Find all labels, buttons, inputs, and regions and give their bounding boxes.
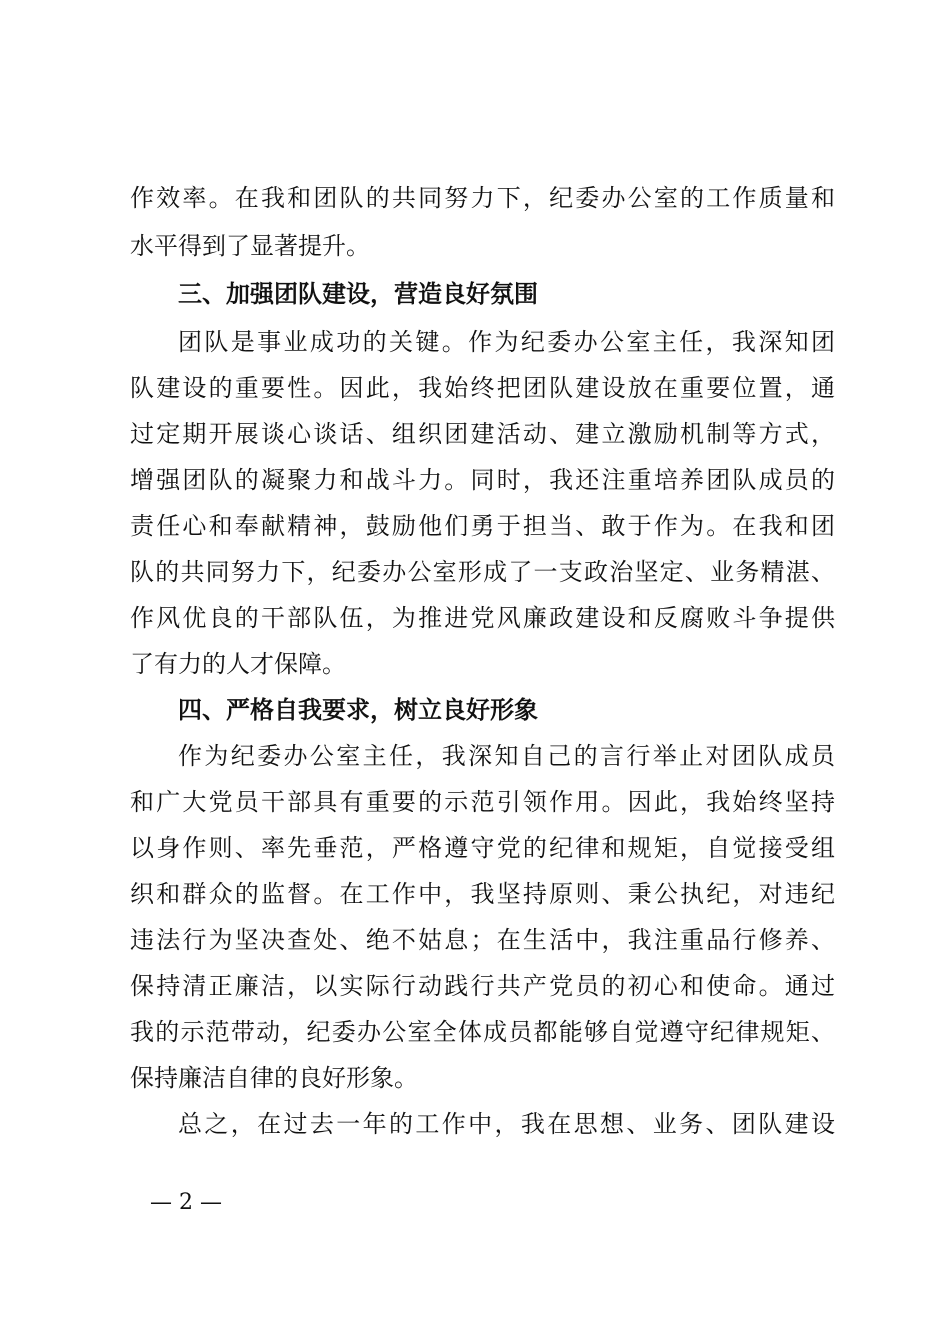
body-text-line: 织和群众的监督。在工作中，我坚持原则、秉公执纪，对违纪 (130, 880, 835, 908)
section-heading: 三、加强团队建设，营造良好氛围 (178, 280, 538, 308)
body-text-line: 队的共同努力下，纪委办公室形成了一支政治坚定、业务精湛、 (130, 558, 835, 586)
body-text-line: 水平得到了显著提升。 (130, 232, 370, 260)
section-heading: 四、严格自我要求，树立良好形象 (178, 696, 538, 724)
body-text-line: 违法行为坚决查处、绝不姑息；在生活中，我注重品行修养、 (130, 926, 835, 954)
body-text-line: 队建设的重要性。因此，我始终把团队建设放在重要位置，通 (130, 374, 835, 402)
body-text-line: 以身作则、率先垂范，严格遵守党的纪律和规矩，自觉接受组 (130, 834, 835, 862)
body-text-line: 团队是事业成功的关键。作为纪委办公室主任，我深知团 (178, 328, 835, 356)
body-text-line: 总之，在过去一年的工作中，我在思想、业务、团队建设 (178, 1110, 835, 1138)
body-text-line: 我的示范带动，纪委办公室全体成员都能够自觉遵守纪律规矩、 (130, 1018, 835, 1046)
body-text-line: 作为纪委办公室主任，我深知自己的言行举止对团队成员 (178, 742, 835, 770)
body-text-line: 过定期开展谈心谈话、组织团建活动、建立激励机制等方式， (130, 420, 835, 448)
body-text-line: 作效率。在我和团队的共同努力下，纪委办公室的工作质量和 (130, 184, 835, 212)
body-text-line: 保持廉洁自律的良好形象。 (130, 1064, 418, 1092)
body-text-line: 和广大党员干部具有重要的示范引领作用。因此，我始终坚持 (130, 788, 835, 816)
page-number: — 2 — (150, 1190, 222, 1215)
body-text-line: 作风优良的干部队伍，为推进党风廉政建设和反腐败斗争提供 (130, 604, 835, 632)
body-text-line: 了有力的人才保障。 (130, 650, 346, 678)
body-text-line: 保持清正廉洁，以实际行动践行共产党员的初心和使命。通过 (130, 972, 835, 1000)
body-text-line: 增强团队的凝聚力和战斗力。同时，我还注重培养团队成员的 (130, 466, 835, 494)
body-text-line: 责任心和奉献精神，鼓励他们勇于担当、敢于作为。在我和团 (130, 512, 835, 540)
